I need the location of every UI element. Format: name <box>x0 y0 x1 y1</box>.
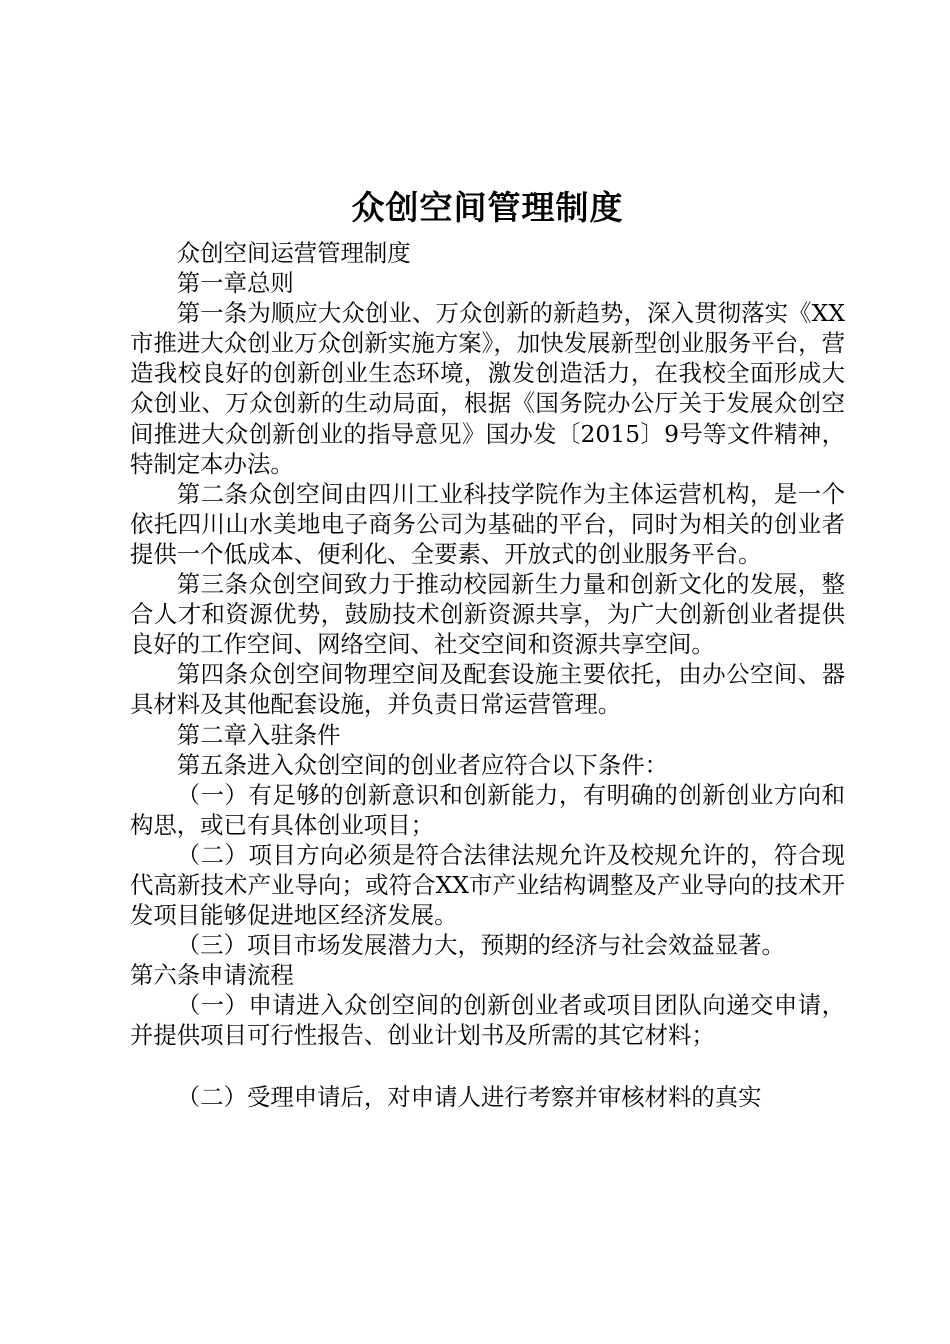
paragraph-article-3: 第三条众创空间致力于推动校园新生力量和创新文化的发展，整合人才和资源优势，鼓励技术创新资源共享，为广大创新创业者提供良好的工作空间、网络空间、社交空间和资源共享空间。 <box>130 570 845 659</box>
paragraph-article-5: 第五条进入众创空间的创业者应符合以下条件： <box>176 750 668 779</box>
paragraph-chapter-2: 第二章入驻条件 <box>176 720 341 749</box>
paragraph-article-6: 第六条申请流程 <box>130 961 294 990</box>
paragraph-article-2: 第二条众创空间由四川工业科技学院作为主体运营机构，是一个依托四川山水美地电子商务公司为基础的平台，同时为相关的创业者提供一个低成本、便利化、全要素、开放式的创业服务平台。 <box>130 479 845 568</box>
paragraph-subtitle: 众创空间运营管理制度 <box>176 239 411 267</box>
paragraph-item-3: （三）项目市场发展潜力大，预期的经济与社会效益显著。 <box>176 931 785 960</box>
paragraph-procedure-2: （二）受理申请后，对申请人进行考察并审核材料的真实 <box>176 1082 762 1111</box>
paragraph-item-2: （二）项目方向必须是符合法律法规允许及校规允许的，符合现代高新技术产业导向；或符合XX市产业结构调整及产业导向的技术开发项目能够促进地区经济发展。 <box>130 840 845 930</box>
paragraph-procedure-1: （一）申请进入众创空间的创新创业者或项目团队向递交申请，并提供项目可行性报告、创业计划书及所需的其它材料； <box>130 991 845 1050</box>
document-page <box>130 182 845 1112</box>
paragraph-article-1: 第一条为顺应大众创业、万众创新的新趋势，深入贯彻落实《XX市推进大众创业万众创新实施方案》，加快发展新型创业服务平台，营造我校良好的创新创业生态环境，激发创造活力，在我校全面形成大众创业、万众创新的生动局面，根据《国务院办公厅关于发展众创空间推进大众创新创业的指导意见》国办发〔2015〕9号等文件精神，特制定本办法。 <box>130 299 845 478</box>
paragraph-article-4: 第四条众创空间物理空间及配套设施主要依托，由办公空间、器具材料及其他配套设施，并负责日常运营管理。 <box>130 660 845 719</box>
paragraph-chapter-1: 第一章总则 <box>176 269 294 298</box>
paragraph-item-1: （一）有足够的创新意识和创新能力，有明确的创新创业方向和构思，或已有具体创业项目； <box>130 780 845 839</box>
document-title: 众创空间管理制度 <box>351 188 624 227</box>
